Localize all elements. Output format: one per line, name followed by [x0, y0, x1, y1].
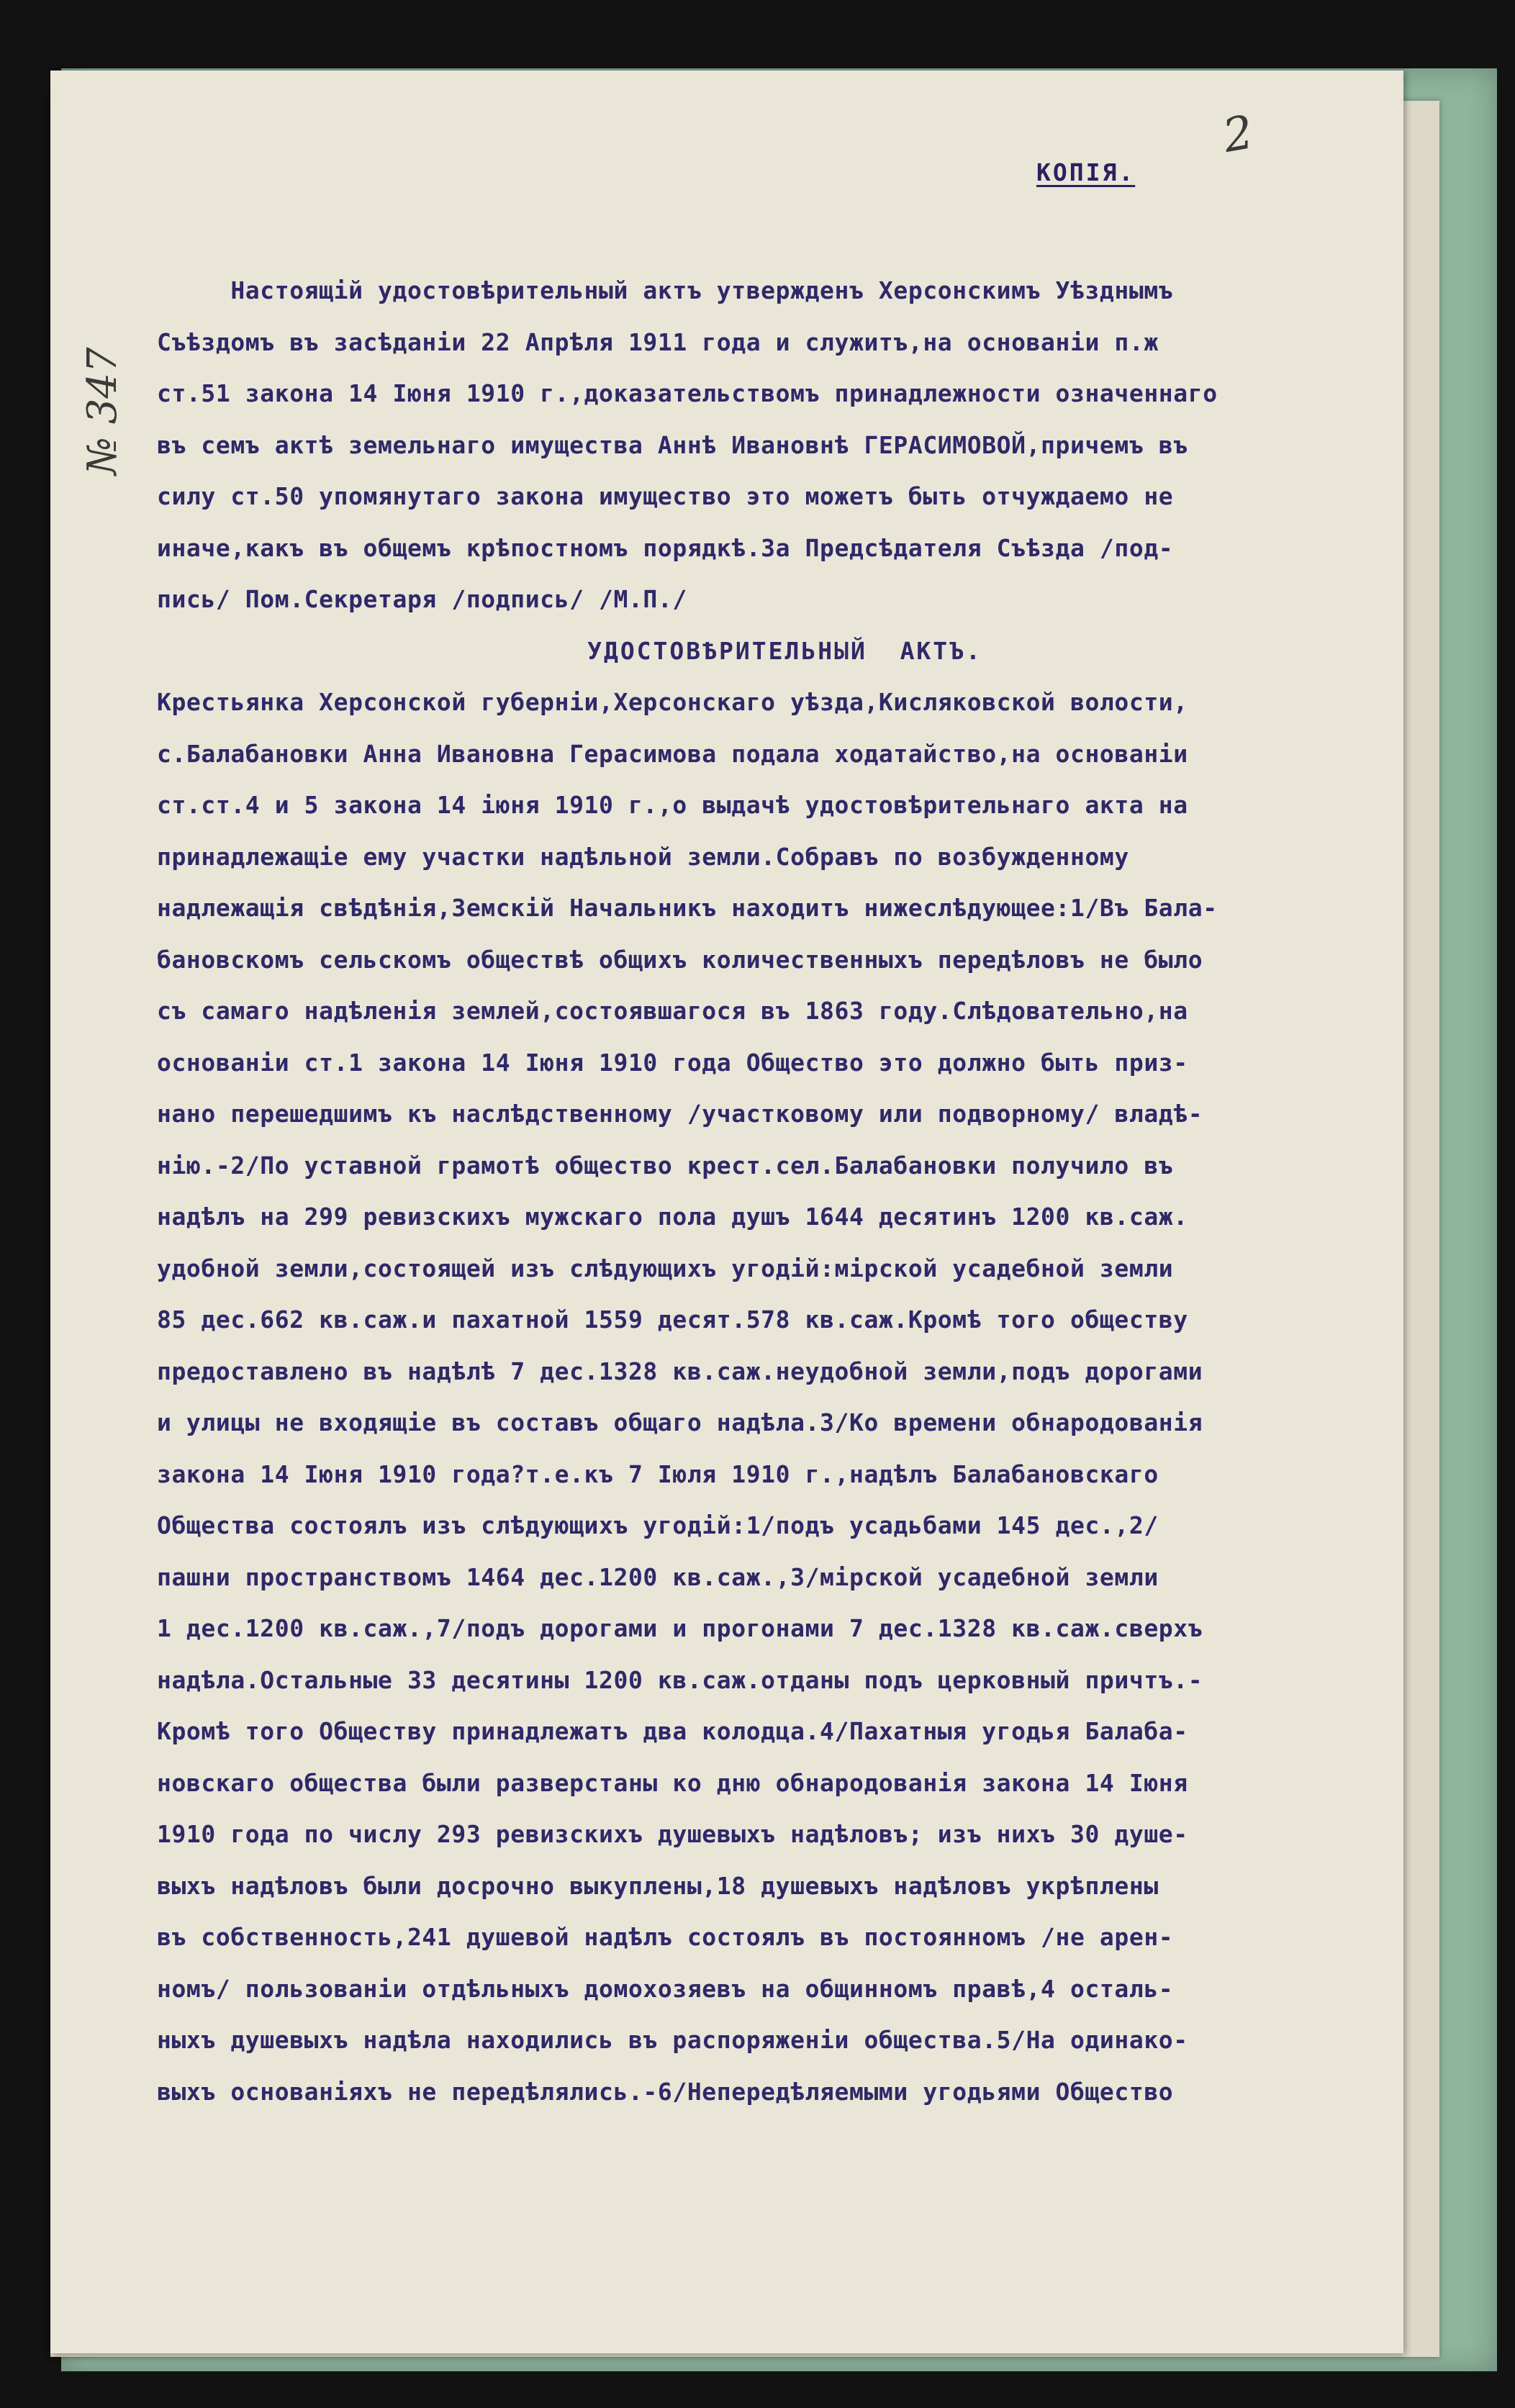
text-line: надѣла.Остальные 33 десятины 1200 кв.саж.отданы подъ церковный причтъ.-: [157, 1665, 1203, 1694]
text-line: 1910 года по числу 293 ревизскихъ душевыхъ надѣловъ; изъ нихъ 30 душе-: [157, 1820, 1188, 1848]
text-line: ст.51 закона 14 Іюня 1910 г.,доказательствомъ принадлежности означеннаго: [157, 379, 1218, 407]
text-line: силу ст.50 упомянутаго закона имущество это можетъ быть отчуждаемо не: [157, 482, 1174, 510]
text-line: номъ/ пользованіи отдѣльныхъ домохозяевъ на общинномъ правѣ,4 осталь-: [157, 1974, 1174, 2003]
text-line: Общества состоялъ изъ слѣдующихъ угодій:1/подъ усадьбами 145 дес.,2/: [157, 1511, 1159, 1539]
text-line: предоставлено въ надѣлѣ 7 дес.1328 кв.саж.неудобной земли,подъ дорогами: [157, 1357, 1203, 1385]
text-line: и улицы не входящіе въ составъ общаго надѣла.3/Ко времени обнародованія: [157, 1408, 1203, 1436]
act-title: УДОСТОВѢРИТЕЛЬНЫЙ АКТЪ.: [587, 636, 982, 665]
text-line: надѣлъ на 299 ревизскихъ мужскаго пола душъ 1644 десятинъ 1200 кв.саж.: [157, 1203, 1188, 1231]
handwritten-margin-note: № 347: [79, 347, 126, 475]
text-line: Настоящій удостовѣрительный актъ утвержденъ Херсонскимъ Уѣзднымъ: [157, 276, 1174, 304]
text-line: ныхъ душевыхъ надѣла находились въ распоряженіи общества.5/На одинако-: [157, 2026, 1188, 2054]
text-line: с.Балабановки Анна Ивановна Герасимова подала ходатайство,на основаніи: [157, 739, 1188, 768]
text-line: 1 дес.1200 кв.саж.,7/подъ дорогами и прогонами 7 дес.1328 кв.саж.сверхъ: [157, 1614, 1203, 1642]
text-line: выхъ надѣловъ были досрочно выкуплены,18 душевыхъ надѣловъ укрѣплены: [157, 1871, 1159, 1900]
text-line: закона 14 Іюня 1910 года?т.е.къ 7 Іюля 1910 г.,надѣлъ Балабановскаго: [157, 1459, 1159, 1488]
typewritten-body: [157, 265, 1413, 2117]
text-line: нано перешедшимъ къ наслѣдственному /участковому или подворному/ владѣ-: [157, 1100, 1203, 1128]
text-line: бановскомъ сельскомъ обществѣ общихъ количественныхъ передѣловъ не было: [157, 945, 1203, 974]
text-line: пись/ Пом.Секретаря /подпись/ /М.П./: [157, 585, 687, 613]
text-line: иначе,какъ въ общемъ крѣпостномъ порядкѣ.За Предсѣдателя Съѣзда /под-: [157, 533, 1174, 562]
text-line: выхъ основаніяхъ не передѣлялись.-6/Непередѣляемыми угодьями Общество: [157, 2077, 1174, 2106]
text-line: надлежащія свѣдѣнія,Земскій Начальникъ находитъ нижеслѣдующее:1/Въ Бала-: [157, 894, 1218, 922]
text-line: въ собственность,241 душевой надѣлъ состоялъ въ постоянномъ /не арен-: [157, 1923, 1174, 1951]
text-line: новскаго общества были разверстаны ко дню обнародованія закона 14 Іюня: [157, 1768, 1188, 1797]
text-line: съ самаго надѣленія землей,состоявшагося въ 1863 году.Слѣдовательно,на: [157, 997, 1188, 1025]
text-line: 85 дес.662 кв.саж.и пахатной 1559 десят.578 кв.саж.Кромѣ того обществу: [157, 1305, 1188, 1334]
text-line: пашни пространствомъ 1464 дес.1200 кв.саж.,3/мірской усадебной земли: [157, 1562, 1159, 1591]
text-line: принадлежащіе ему участки надѣльной земли.Собравъ по возбужденному: [157, 842, 1129, 871]
text-line: Кромѣ того Обществу принадлежатъ два колодца.4/Пахатныя угодья Балаба-: [157, 1717, 1188, 1745]
text-line: удобной земли,состоящей изъ слѣдующихъ угодій:мірской усадебной земли: [157, 1254, 1174, 1282]
copy-label: КОПІЯ.: [1036, 158, 1136, 186]
text-line: нію.-2/По уставной грамотѣ общество крест.сел.Балабановки получило въ: [157, 1151, 1174, 1180]
text-line: въ семъ актѣ земельнаго имущества Аннѣ Ивановнѣ ГЕРАСИМОВОЙ,причемъ въ: [157, 430, 1188, 459]
text-line: ст.ст.4 и 5 закона 14 іюня 1910 г.,о выдачѣ удостовѣрительнаго акта на: [157, 791, 1188, 819]
text-line: основаніи ст.1 закона 14 Іюня 1910 года Общество это должно быть приз-: [157, 1048, 1188, 1077]
text-line: Съѣздомъ въ засѣданіи 22 Апрѣля 1911 года и служитъ,на основаніи п.ж: [157, 327, 1159, 356]
handwritten-page-number: 2: [1218, 106, 1257, 163]
text-line: Крестьянка Херсонской губерніи,Херсонскаго уѣзда,Кисляковской волости,: [157, 688, 1188, 716]
